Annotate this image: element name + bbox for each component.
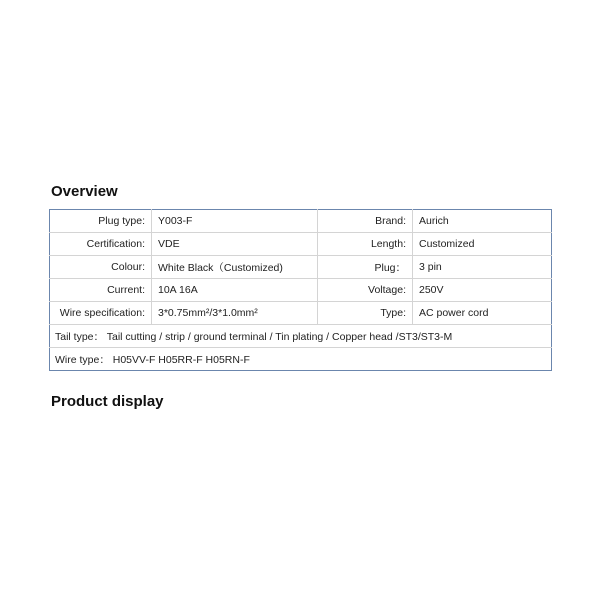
spec-label: Current: (50, 279, 152, 302)
table-row (50, 233, 552, 256)
spec-label: Wire specification: (50, 302, 152, 325)
spec-value: Y003-F (152, 210, 318, 233)
spec-label: Certification: (50, 233, 152, 256)
spec-label: Plug： (318, 256, 413, 279)
spec-value: Customized (413, 233, 552, 256)
spec-label: Voltage: (318, 279, 413, 302)
table-row (50, 325, 552, 348)
spec-label: Brand: (318, 210, 413, 233)
spec-label: Plug type: (50, 210, 152, 233)
spec-value: 250V (413, 279, 552, 302)
spec-label: Type: (318, 302, 413, 325)
spec-value: 3 pin (413, 256, 552, 279)
table-row (50, 348, 552, 371)
spec-value: White Black（Customized) (152, 256, 318, 279)
spec-value: 10A 16A (152, 279, 318, 302)
overview-heading: Overview (51, 183, 118, 200)
spec-label: Length: (318, 233, 413, 256)
spec-value: Aurich (413, 210, 552, 233)
table-row (50, 279, 552, 302)
tail-type-cell: Tail type： Tail cutting / strip / ground terminal / Tin plating / Copper head /ST3/ST3-M (50, 325, 552, 348)
table-row (50, 210, 552, 233)
spec-value: AC power cord (413, 302, 552, 325)
spec-value: 3*0.75mm²/3*1.0mm² (152, 302, 318, 325)
wire-type-cell: Wire type： H05VV-F H05RR-F H05RN-F (50, 348, 552, 371)
table-row (50, 256, 552, 279)
table-row (50, 302, 552, 325)
product-display-heading: Product display (51, 393, 164, 410)
spec-value: VDE (152, 233, 318, 256)
spec-label: Colour: (50, 256, 152, 279)
spec-table (49, 209, 552, 371)
